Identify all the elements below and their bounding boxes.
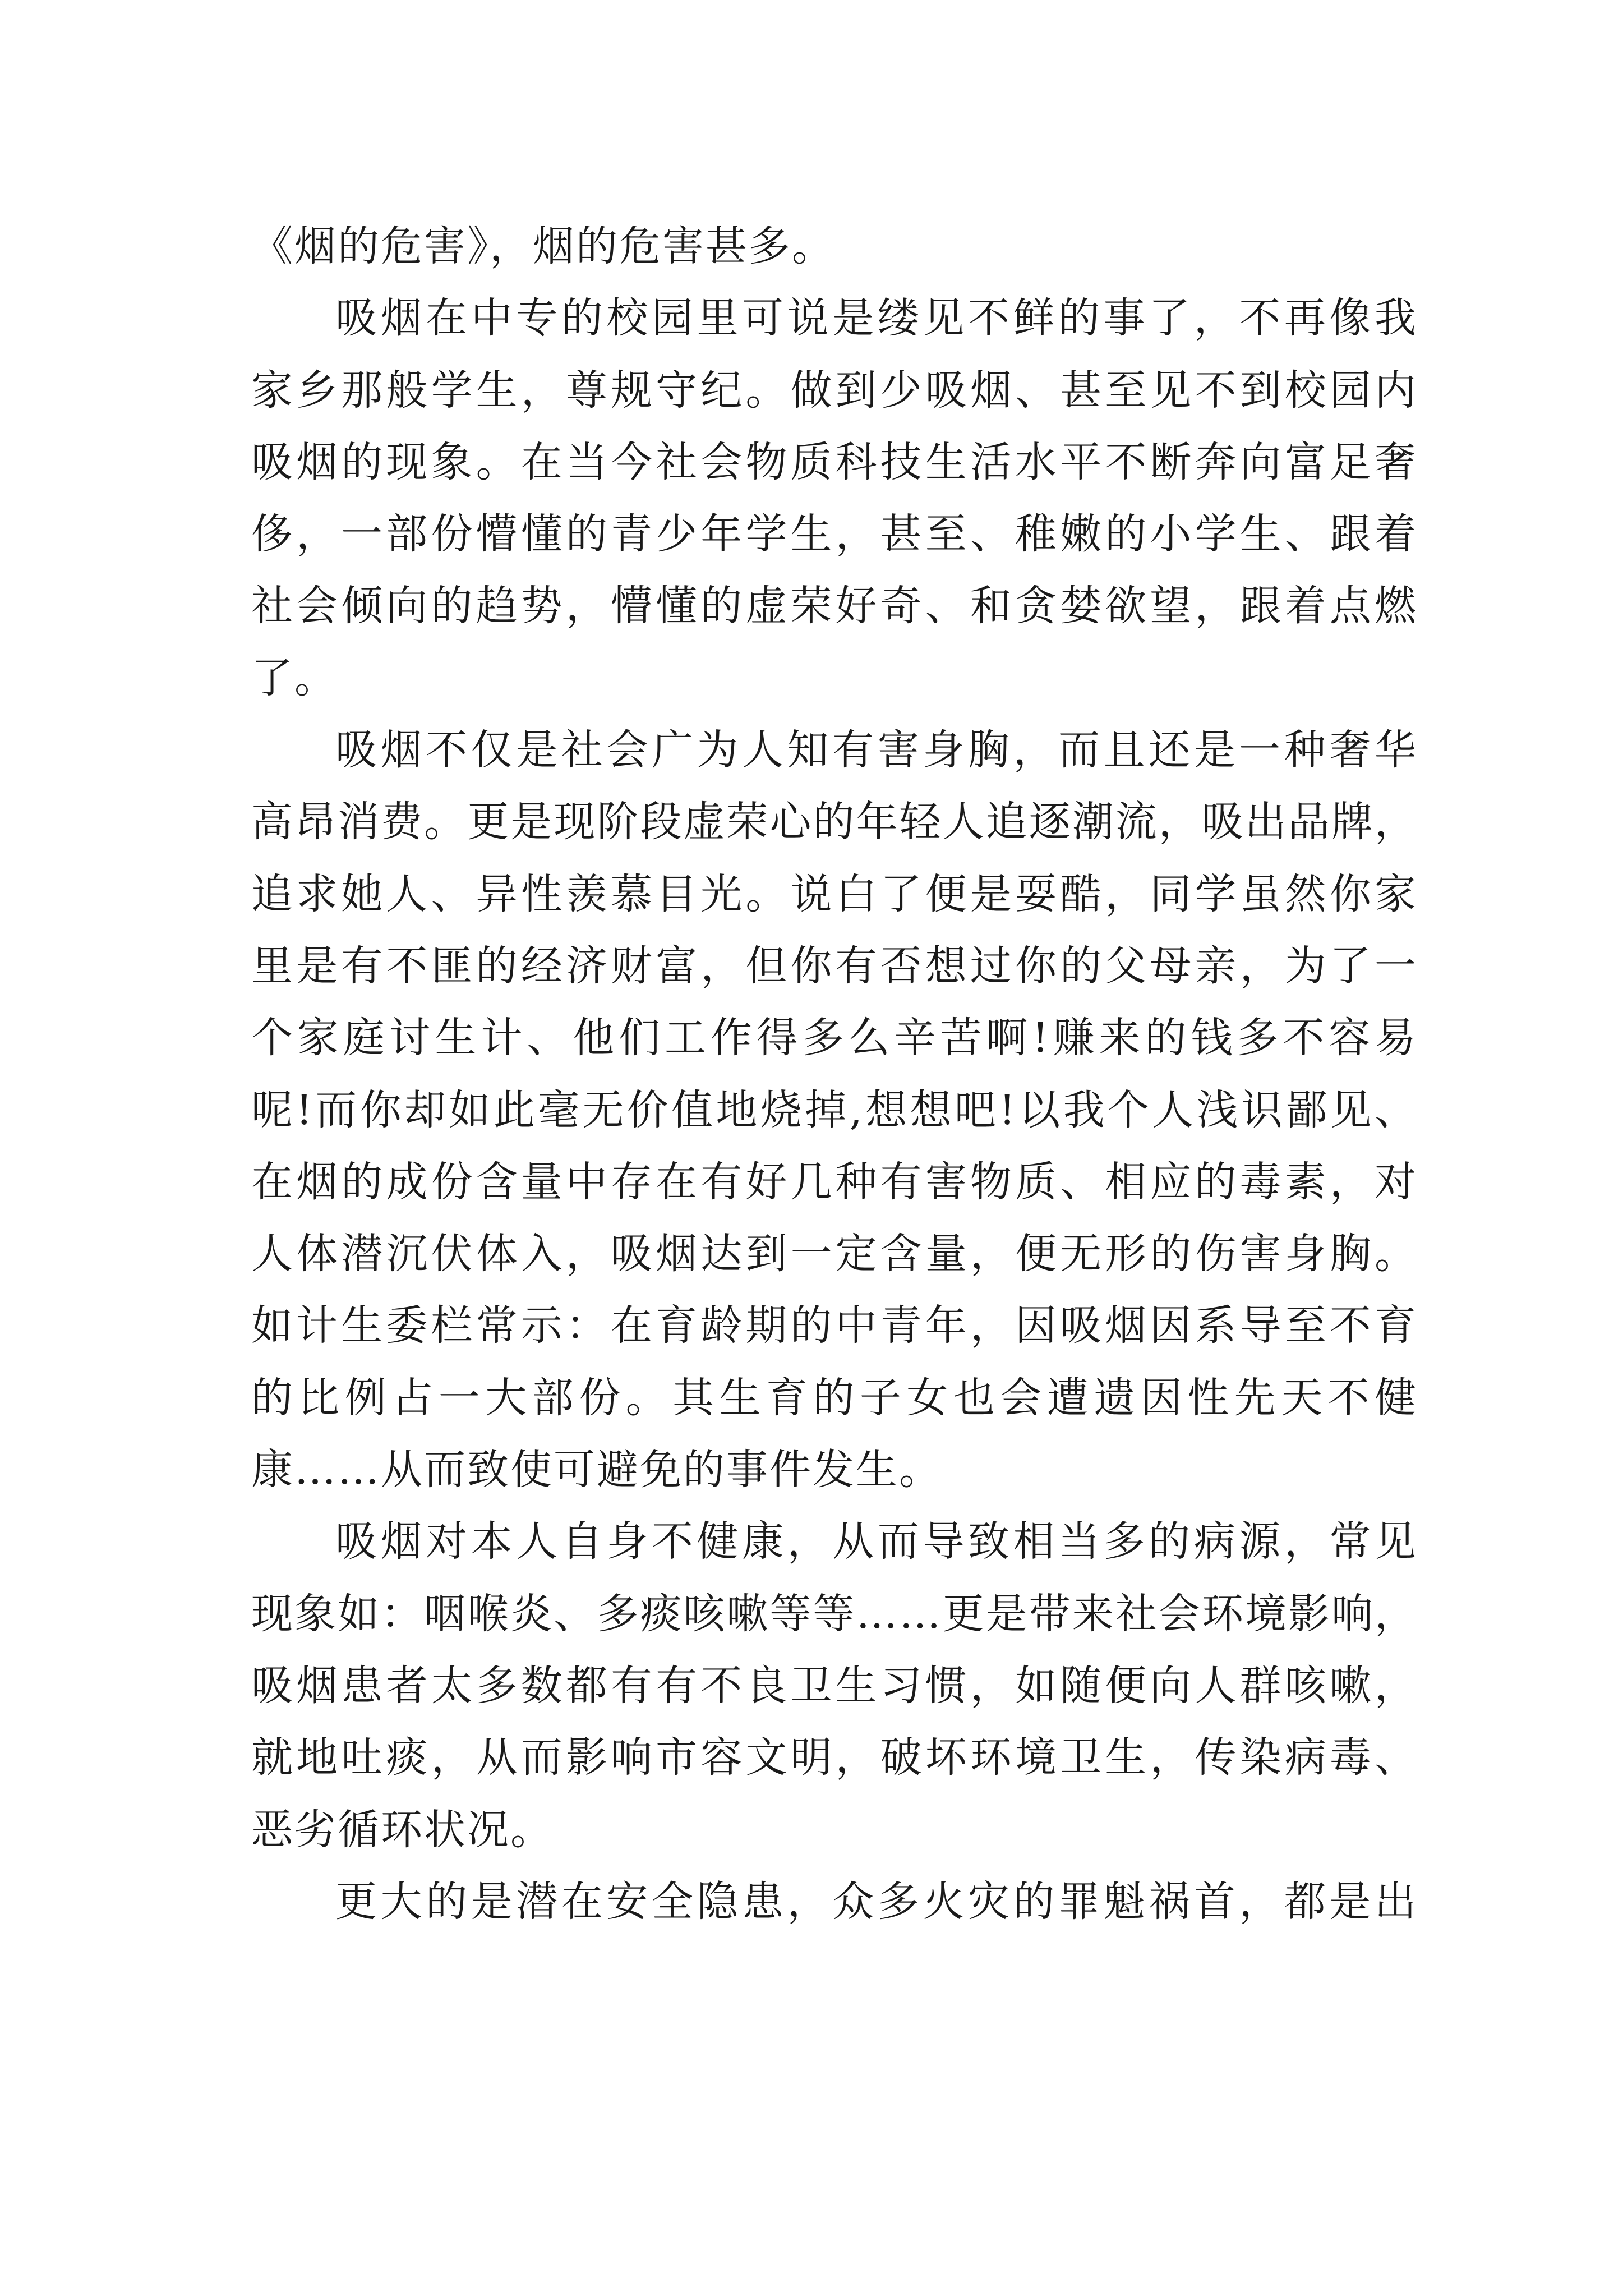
text-line: 吸烟的现象。在当今社会物质科技生活水平不断奔向富足奢 bbox=[251, 438, 1418, 486]
text-line: 恶劣循环状况。 bbox=[251, 1805, 554, 1854]
text-line: 个家庭讨生计、他们工作得多么辛苦啊!赚来的钱多不容易 bbox=[251, 1014, 1418, 1062]
text-line: 的比例占一大部份。其生育的子女也会遭遗因性先天不健 bbox=[251, 1373, 1418, 1422]
text-line: 了。 bbox=[251, 654, 338, 702]
document-body bbox=[251, 210, 1418, 1938]
text-line: 社会倾向的趋势，懵懂的虚荣好奇、和贪婪欲望，跟着点燃 bbox=[251, 582, 1418, 631]
text-line: 更大的是潜在安全隐患，众多火灾的罪魁祸首，都是出 bbox=[335, 1877, 1418, 1926]
text-line: 呢!而你却如此毫无价值地烧掉,想想吧!以我个人浅识鄙见、 bbox=[251, 1085, 1418, 1134]
text-line: 康……从而致使可避免的事件发生。 bbox=[251, 1446, 942, 1494]
text-line: 在烟的成份含量中存在有好几种有害物质、相应的毒素，对 bbox=[251, 1157, 1418, 1206]
text-line: 吸烟对本人自身不健康，从而导致相当多的病源，常见 bbox=[335, 1517, 1418, 1566]
text-line: 如计生委栏常示：在育龄期的中青年，因吸烟因系导至不育 bbox=[251, 1301, 1418, 1350]
text-line: 高昂消费。更是现阶段虚荣心的年轻人追逐潮流，吸出品牌， bbox=[251, 798, 1418, 846]
text-line: 吸烟患者太多数都有有不良卫生习惯，如随便向人群咳嗽， bbox=[251, 1661, 1418, 1710]
text-line: 《烟的危害》，烟的危害甚多。 bbox=[251, 222, 835, 270]
text-line: 侈，一部份懵懂的青少年学生，甚至、稚嫩的小学生、跟着 bbox=[251, 510, 1418, 559]
text-line: 吸烟不仅是社会广为人知有害身胸，而且还是一种奢华 bbox=[335, 726, 1418, 775]
text-line: 人体潜沉伏体入，吸烟达到一定含量，便无形的伤害身胸。 bbox=[251, 1230, 1418, 1278]
text-line: 追求她人、异性羡慕目光。说白了便是耍酷，同学虽然你家 bbox=[251, 869, 1418, 918]
text-line: 家乡那般学生，尊规守纪。做到少吸烟、甚至见不到校园内 bbox=[251, 366, 1418, 415]
text-line: 里是有不匪的经济财富，但你有否想过你的父母亲，为了一 bbox=[251, 941, 1418, 990]
text-line: 吸烟在中专的校园里可说是缕见不鲜的事了，不再像我 bbox=[335, 294, 1418, 343]
text-line: 现象如：咽喉炎、多痰咳嗽等等……更是带来社会环境影响， bbox=[251, 1589, 1418, 1638]
text-line: 就地吐痰，从而影响市容文明，破坏环境卫生，传染病毒、 bbox=[251, 1733, 1418, 1782]
